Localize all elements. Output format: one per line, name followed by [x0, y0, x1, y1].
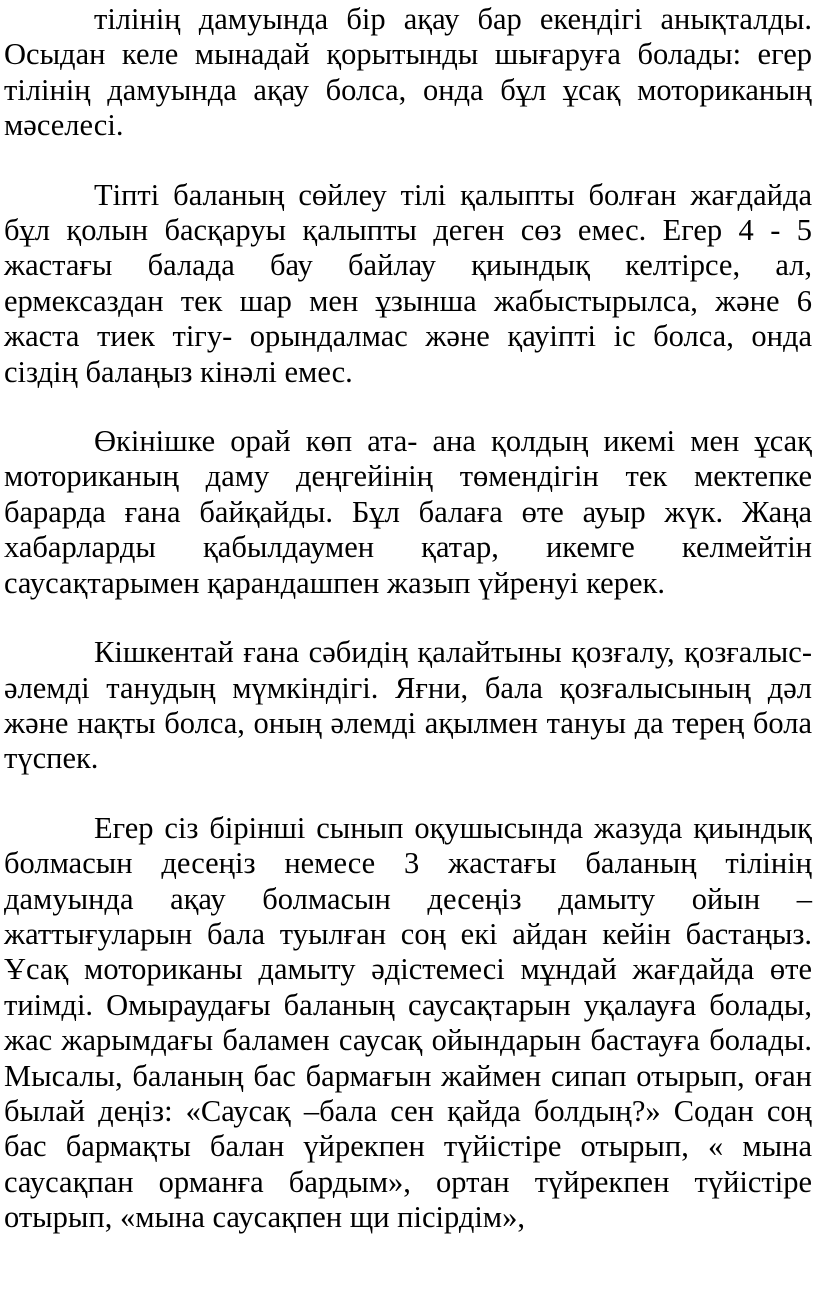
paragraph-3: Өкінішке орай көп ата- ана қолдың икемі мен ұсақ моториканың даму деңгейінің төмендігін тек мектепке барарда ғана байқайды. Бұл балаға өте ауыр жүк. Жаңа хабарларды қабылдаумен қатар, икемге келмейтін саусақтарымен қарандашпен жазып үйренуі керек.: [4, 424, 812, 600]
paragraph-4: Кішкентай ғана сәбидің қалайтыны қозғалу, қозғалыс- әлемді танудың мүмкіндігі. Яғни, бала қозғалысының дәл және нақты болса, оның әлемді ақылмен тануы да терең бола түспек.: [4, 635, 812, 776]
paragraph-2: Тіпті баланың сөйлеу тілі қалыпты болған жағдайда бұл қолын басқаруы қалыпты деген сөз емес. Егер 4 - 5 жастағы балада бау байлау қиындық келтірсе, ал, ермексаздан тек шар мен ұзынша жабыстырылса, және 6 жаста тиек тігу- орындалмас және қауіпті іс болса, онда сіздің балаңыз кінәлі емес.: [4, 177, 812, 389]
paragraph-1: тілінің дамуында бір ақау бар екендігі анықталды. Осыдан келе мынадай қорытынды шығаруға болады: егер тілінің дамуында ақау болса, онда бұл ұсақ моториканың мәселесі.: [4, 2, 812, 143]
paragraph-5: Егер сіз бірінші сынып оқушысында жазуда қиындық болмасын десеңіз немесе 3 жастағы баланың тілінің дамуында ақау болмасын десеңіз дамыту ойын – жаттығуларын бала туылған соң екі айдан кейін бастаңыз. Ұсақ моториканы дамыту әдістемесі мұндай жағдайда өте тиімді. Омыраудағы баланың саусақтарын уқалауға болады, жас жарымдағы баламен саусақ ойындарын бастауға болады. Мысалы, баланың бас бармағын жаймен сипап отырып, оған былай деңіз: «Саусақ –бала сен қайда болдың?» Содан соң бас бармақты балан үйрекпен түйістіре отырып, « мына саусақпан орманға бардым», ортан түйрекпен түйістіре отырып, «мына саусақпен щи пісірдім»,: [4, 810, 812, 1235]
